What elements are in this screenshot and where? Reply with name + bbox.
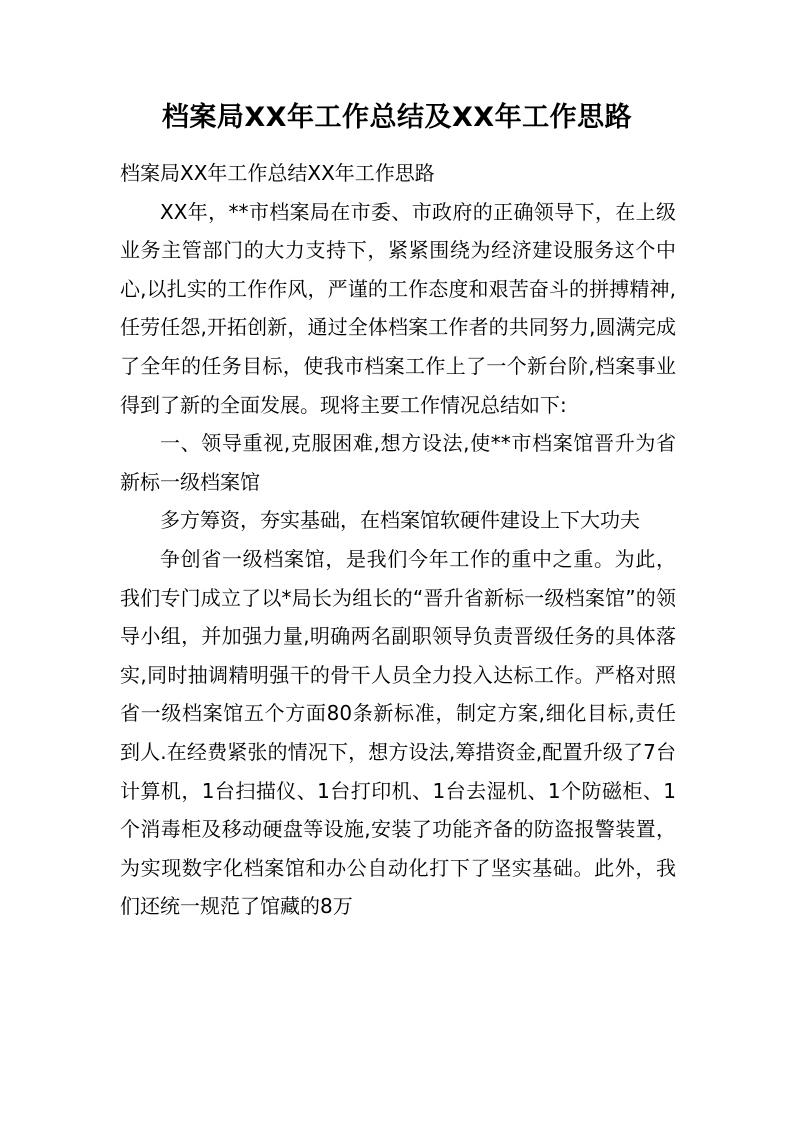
subsection-heading: 多方筹资，夯实基础，在档案馆软硬件建设上下大功夫: [160, 508, 640, 533]
section-heading-1: 一、领导重视,克服困难,想方设法,使**市档案馆晋升为省新标一级档案馆: [120, 431, 676, 494]
document-subtitle: 档案局XX年工作总结XX年工作思路: [120, 161, 435, 185]
paragraph-intro: XX年，**市档案局在市委、市政府的正确领导下，在上级业务主管部门的大力支持下，紧紧围绕为经济建设服务这个中心,以扎实的工作作风，严谨的工作态度和艰苦奋斗的拼搏精神,任劳任怨,开拓创新，通过全体档案工作者的共同努力,圆满完成了全年的任务目标，使我市档案工作上了一个新台阶,档案事业得到了新的全面发展。现将主要工作情况总结如下:: [120, 199, 676, 417]
document-title: 档案局XX年工作总结及XX年工作思路: [161, 102, 633, 133]
document-body: [120, 154, 676, 926]
paragraph-body: 争创省一级档案馆，是我们今年工作的重中之重。为此，我们专门成立了以*局长为组长的“晋升省新标一级档案馆”的领导小组，并加强力量,明确两名副职领导负责晋级任务的具体落实,同时抽调精明强干的骨干人员全力投入达标工作。严格对照省一级档案馆五个方面80条新标准，制定方案,细化目标,责任到人.在经费紧张的情况下，想方设法,筹措资金,配置升级了7台计算机，1台扫描仪、1台打印机、1台去湿机、1个防磁柜、1个消毒柜及移动硬盘等设施,安装了功能齐备的防盗报警装置，为实现数字化档案馆和办公自动化打下了坚实基础。此外，我们还统一规范了馆藏的8万: [120, 546, 676, 919]
